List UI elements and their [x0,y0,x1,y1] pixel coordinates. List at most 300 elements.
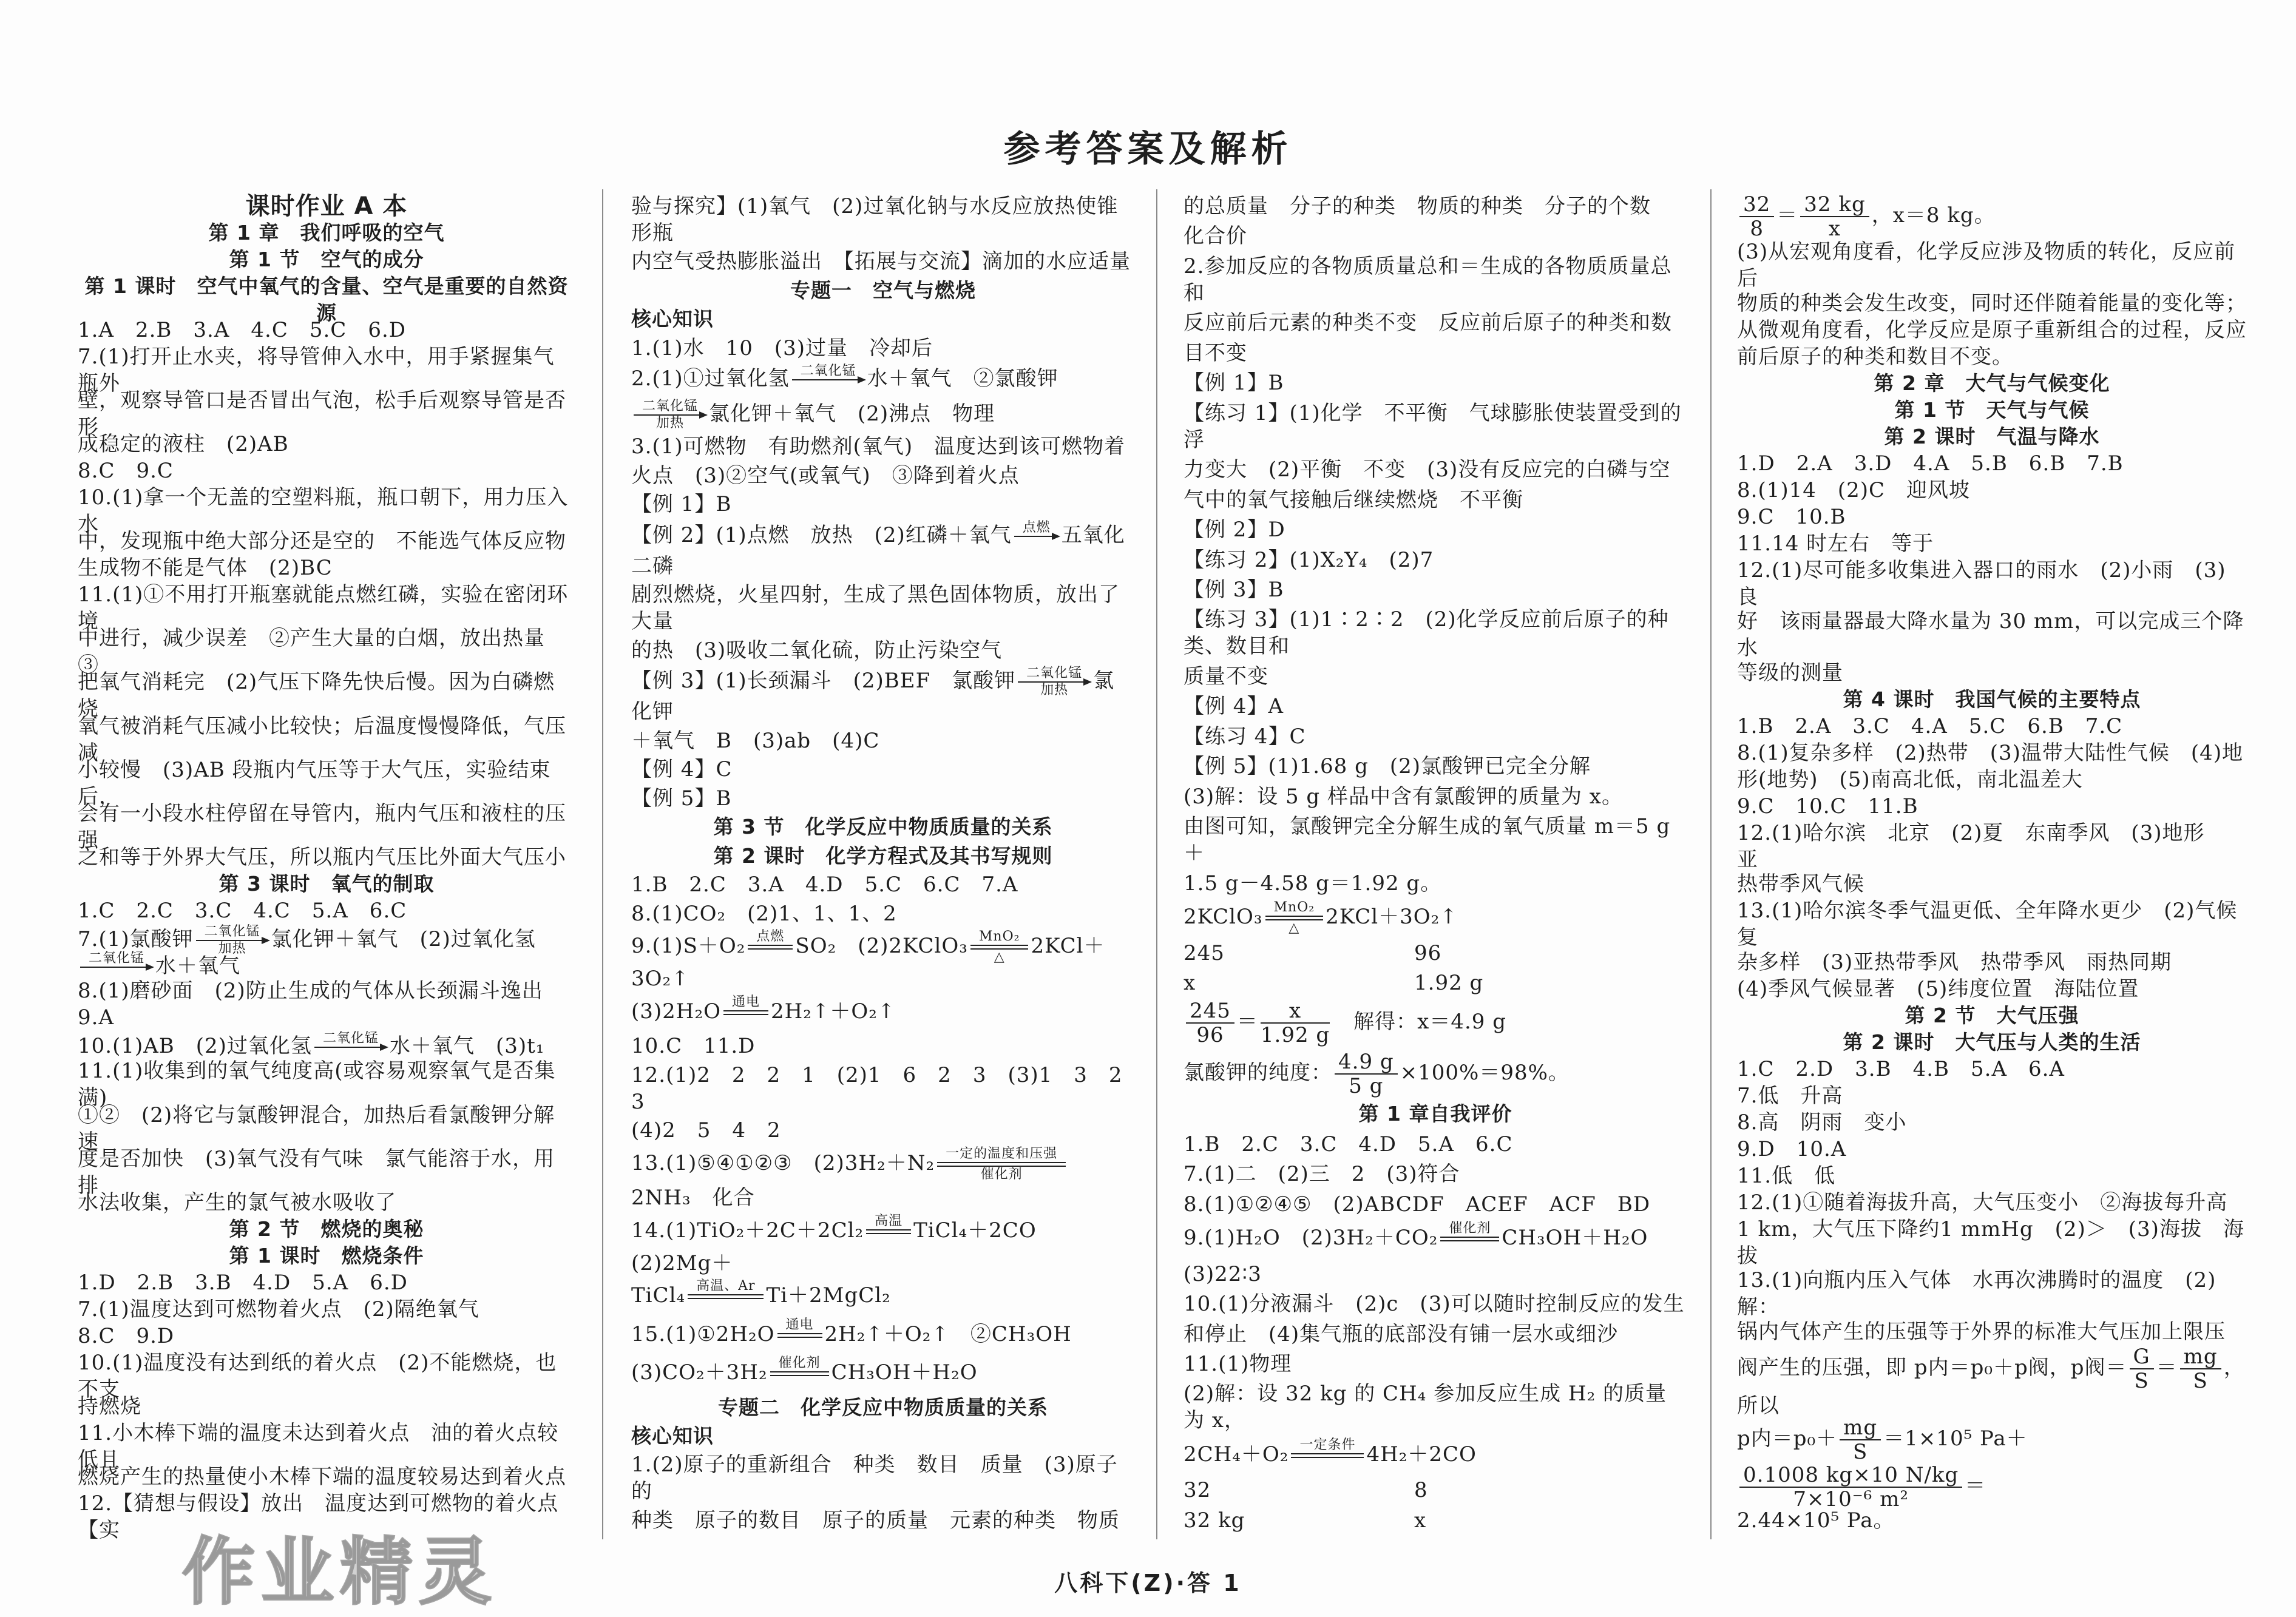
reaction-condition: 二氧化锰 [89,951,145,967]
text-segment: ，所以 [1737,1355,2245,1418]
calc-value: 32 [1184,1478,1211,1503]
answer-line: 1.5 g－4.58 g＝1.92 g。 [1184,871,1442,896]
text-segment: 9.(1)S＋O₂ [631,934,746,959]
formula-line [1737,1345,2247,1416]
watermark: 作业精灵 [182,1530,498,1615]
section-heading: 第 2 节 燃烧的奥秘 [229,1217,424,1241]
double-line-icon [777,1333,822,1338]
formula-line [631,994,1135,1031]
answer-line: 【例 1】B [631,492,732,517]
reaction-condition: 点燃 [756,929,785,945]
reaction-equals [1265,900,1324,936]
text-segment: 氯化钾 [631,669,1115,724]
answer-line: 7.(1)二 (2)三 2 (3)符合 [1184,1162,1460,1187]
answer-line: (4)2 5 4 2 [631,1118,781,1143]
answer-line: 种类 原子的数目 原子的质量 元素的种类 物质 [631,1508,1120,1533]
answer-line: 反应前后元素的种类不变 反应前后原子的种类和数 [1184,311,1672,336]
formula-line [78,951,575,977]
answer-line: 力变大 (2)平衡 不变 (3)没有反应完的白磷与空 [1184,457,1671,482]
text-segment: 2KCl＋3O₂↑ [1326,905,1458,930]
text-segment: (3)2H₂O [631,999,721,1024]
reaction-condition: 点燃 [1022,519,1051,535]
answer-line: 1.C 2.D 3.B 4.B 5.A 6.A [1737,1056,2065,1081]
subheading: 核心知识 [631,307,714,331]
answer-column-2 [631,193,1144,1534]
reaction-condition [723,1015,768,1031]
answer-line: (3)解：设 5 g 样品中含有氯酸钾的质量为 x。 [1184,784,1623,809]
answer-line: 水法收集，产生的氯气被水吸收了 [78,1190,396,1215]
reaction-condition: 催化剂 [778,1355,821,1371]
answer-line: 12.(1)①随着海拔升高，大气压变小 ②海拔每升高 [1737,1190,2228,1215]
answer-line: 1.A 2.B 3.A 4.C 5.C 6.D [78,318,407,343]
answer-line: 形(地势) (5)南高北低，南北温差大 [1737,767,2083,792]
denominator: 7×10⁻⁶ m² [1793,1487,1909,1512]
reaction-condition: 二氧化锰 [204,923,260,939]
calculation-row [1184,940,1687,967]
text-segment: 2KClO₃ [1184,905,1263,930]
reaction-condition: 高温、Ar [696,1278,756,1294]
answer-line: 1.(1)水 10 (3)过量 冷却后 [631,336,933,360]
arrow-icon [1018,681,1091,683]
formula-line [631,1214,1135,1277]
reaction-condition: 二氧化锰 [642,398,699,414]
section-heading: 第 1 节 天气与气候 [1894,397,2090,422]
denominator: 96 [1196,1023,1224,1048]
text-segment: 15.(1)①2H₂O [631,1322,775,1346]
answer-line: 【练习 2】(1)X₂Y₄ (2)7 [1184,547,1434,572]
reaction-equals [866,1214,911,1250]
answer-line: 和停止 (4)集气瓶的底部没有铺一层水或细沙 [1184,1322,1619,1346]
reaction-condition: 一定的温度和压强 [946,1146,1058,1161]
reaction-equals [770,1355,829,1392]
text-segment: 【例 3】(1)长颈漏斗 (2)BEF 氯酸钾 [631,669,1016,694]
section-heading: 第 2 课时 气温与降水 [1884,424,2100,448]
reaction-equals [723,994,768,1031]
double-line-icon [1440,1237,1499,1241]
answer-line: 11.小木棒下端的温度未达到着火点 油的着火点较低且 [78,1420,559,1472]
formula-line [78,1031,575,1058]
text-segment: p内＝p₀＋ [1737,1426,1838,1451]
section-title: 课时作业 A 本 [245,192,408,220]
answer-line: 小较慢 (3)AB 段瓶内气压等于大气压，实验结束后， [78,757,551,809]
answer-line: 11.低 低 [1737,1163,1836,1188]
text-segment: ＝ [1965,1474,1986,1499]
section-heading: 第 1 课时 燃烧条件 [229,1243,424,1268]
page-title: 参考答案及解析 [1003,128,1293,170]
text-segment: Ti＋2MgCl₂ [766,1283,891,1308]
reaction-equals [748,929,793,965]
answer-line: 1.(2)原子的重新组合 种类 数目 质量 (3)原子的 [631,1453,1118,1504]
answer-line: 8.(1)①②④⑤ (2)ABCDF ACEF ACF BD [1184,1192,1651,1217]
fraction [1186,999,1234,1047]
answer-line: 的总质量 分子的种类 物质的种类 分子的个数 [1184,194,1651,218]
answer-line: 中，发现瓶中绝大部分还是空的 不能选气体反应物 [78,529,566,554]
answer-column-1 [78,192,580,1542]
answer-line: 【例 5】B [631,786,732,811]
arrow-icon [314,1047,387,1048]
text-segment: 【例 2】(1)点燃 放热 (2)红磷＋氧气 [631,522,1012,547]
section-heading: 第 1 章 我们呼吸的空气 [208,221,445,245]
calc-value: x [1184,970,1196,995]
calculation-row [1184,1477,1687,1504]
answer-line: 11.14 时左右 等于 [1737,531,1934,556]
answer-line: 的热 (3)吸收二氧化硫，防止污染空气 [631,638,1003,663]
denominator: x [1828,217,1841,241]
numerator: 4.9 g [1335,1050,1398,1075]
section-heading: 第 1 章自我评价 [1358,1102,1512,1126]
formula-line [631,399,1135,431]
answer-line: 等级的测量 [1737,660,1843,685]
answer-line: 从微观角度看，化学反应是原子重新组合的过程，反应 [1737,317,2247,342]
arrow-icon [792,379,865,380]
text-segment: ＝1×10⁵ Pa＋ [1883,1426,2028,1451]
answer-line: 11.(1)①不用打开瓶塞就能点燃红磷，实验在密闭环境 [78,582,569,634]
subheading: 核心知识 [631,1423,714,1448]
reaction-condition: △ [994,950,1005,965]
answer-line: 验与探究】(1)氧气 (2)过氧化钠与水反应放热使锥形瓶 [631,194,1119,245]
double-line-icon [688,1294,764,1299]
answer-line: 壁，观察导管口是否冒出气泡，松手后观察导管是否形 [78,388,566,440]
answer-line: 10.C 11.D [631,1034,756,1059]
denominator: 8 [1750,217,1764,241]
answer-line: 【例 4】A [1184,694,1284,719]
text-segment: 2H₂↑＋O₂↑ [770,999,896,1024]
double-line-icon [770,1371,829,1376]
text-segment: 2H₂↑＋O₂↑ ②CH₃OH [824,1322,1072,1346]
answer-line: 目不变 [1184,340,1247,365]
answer-line: 1.D 2.B 3.B 4.D 5.A 6.D [78,1270,408,1295]
section-heading: 第 2 课时 大气压与人类的生活 [1843,1030,2141,1054]
reaction-equals [970,929,1029,965]
answer-line: 【练习 1】(1)化学 不平衡 气球膨胀使装置受到的浮 [1184,400,1682,452]
answer-line: 化合价 [1184,224,1247,249]
answer-line: 【练习 4】C [1184,724,1306,749]
text-segment: 解得：x＝4.9 g [1332,1010,1507,1035]
numerator: mg [1840,1416,1881,1440]
answer-line: 生成物不能是气体 (2)BC [78,556,333,581]
reaction-condition [770,1376,829,1392]
answer-line: 氧气被消耗气压减小比较快；后温度慢慢降低，气压减 [78,714,566,765]
numerator: 0.1008 kg×10 N/kg [1739,1463,1962,1488]
text-segment: 2.(1)①过氧化氢 [631,366,790,391]
answer-line: 13.(1)哈尔滨冬季气温更低、全年降水更少 (2)气候复 [1737,899,2238,950]
answer-column-3 [1184,193,1687,1534]
answer-line: 之和等于外界大气压，所以瓶内气压比外面大气压小 [78,845,566,869]
double-line-icon [1265,916,1324,920]
section-heading: 第 2 节 大气压强 [1905,1003,2079,1027]
answer-line: 8.(1)CO₂ (2)1、1、1、2 [631,901,897,926]
reaction-condition: 通电 [785,1317,814,1332]
reaction-condition: 二氧化锰 [1026,666,1083,681]
calc-value: 1.92 g [1414,970,1484,995]
answer-line: 会有一小段水柱停留在导管内，瓶内气压和液柱的压强 [78,801,566,852]
answer-line: 【例 5】(1)1.68 g (2)氯酸钾已完全分解 [1184,754,1591,779]
fraction [1335,1050,1398,1098]
double-line-icon [866,1229,911,1234]
reaction-condition [777,1338,822,1354]
reaction-condition: △ [1289,920,1300,936]
answer-line: 前后原子的种类和数目不变。 [1737,344,2013,369]
section-heading: 第 1 课时 空气中氧气的含量、空气是重要的自然资源 [84,274,569,325]
answer-line: 1.B 2.C 3.A 4.D 5.C 6.C 7.A [631,873,1018,897]
double-line-icon [723,1010,768,1015]
reaction-condition: 二氧化锰 [322,1031,379,1047]
answer-line: (3)22∶3 [1184,1261,1262,1286]
answer-line: 质量不变 [1184,664,1268,689]
formula-line [1184,1050,1687,1098]
section-heading: 第 4 课时 我国气候的主要特点 [1843,687,2141,711]
answer-line: 12.(1)2 2 2 1 (2)1 6 2 3 (3)1 3 2 3 [631,1062,1144,1114]
answer-line: 11.(1)物理 [1184,1351,1292,1376]
answer-line: 热带季风气候 [1737,872,1864,897]
answer-line: 火点 (3)②空气(或氧气) ③降到着火点 [631,463,1020,488]
reaction-arrow [1014,520,1059,553]
answer-line: 剧烈燃烧，火星四射，生成了黑色固体物质，放出了大量 [631,582,1120,634]
calculation-row [1184,970,1687,996]
reaction-arrow [792,363,865,396]
answer-line: (3)从宏观角度看，化学反应涉及物质的转化，反应前后 [1737,239,2236,291]
text-segment: 13.(1)⑤④①②③ (2)3H₂＋N₂ [631,1150,935,1175]
section-heading: 第 2 章 大气与气候变化 [1874,371,2110,395]
text-segment: 水＋氧气 ②氯酸钾 [867,366,1058,391]
denominator: 1.92 g [1260,1023,1330,1048]
answer-line: 杂多样 (3)亚热带季风 热带季风 雨热同期 [1737,950,2172,974]
text-segment: 氯化钾＋氧气 (2)沸点 物理 [709,401,995,426]
calc-value: 245 [1184,940,1225,965]
reaction-condition [748,950,793,965]
reaction-condition: MnO₂ [1273,900,1315,916]
answer-line: 成稳定的液柱 (2)AB [78,432,289,457]
formula-line [631,1278,1135,1315]
answer-line: 9.C 10.C 11.B [1737,794,1918,819]
double-line-icon [937,1162,1066,1167]
reaction-condition: 通电 [731,994,760,1010]
fraction [1840,1416,1881,1463]
double-line-icon [748,945,793,950]
denominator: 5 g [1349,1073,1384,1098]
answer-line: 7.(1)打开止水夹，将导管伸入水中，用手紧握集气瓶外 [78,345,555,396]
answer-line: 2NH₃ 化合 [631,1186,755,1210]
answer-line: 3.(1)可燃物 有助燃剂(氧气) 温度达到该可燃物着 [631,434,1126,459]
answer-column-4 [1737,193,2247,1534]
formula-line [78,923,575,956]
answer-line: 【练习 3】(1)1∶2∶2 (2)化学反应前后原子的种类、数目和 [1184,607,1669,659]
section-heading: 专题二 化学反应中物质质量的关系 [718,1395,1048,1419]
denominator: S [1853,1440,1868,1465]
reaction-arrow [1018,666,1091,698]
reaction-condition: 加热 [656,415,685,431]
answer-line: 【例 3】B [1184,577,1284,602]
numerator: 245 [1186,999,1234,1024]
fraction [1800,193,1869,240]
formula-line [631,1317,1135,1354]
answer-line: 度是否加快 (3)氧气没有气味 氯气能溶于水，用排 [78,1146,555,1198]
reaction-condition: 催化剂 [1449,1221,1491,1237]
answer-line: 9.D 10.A [1737,1136,1847,1161]
answer-line: 把氧气消耗完 (2)气压下降先快后慢。因为白磷燃烧 [78,670,555,721]
text-segment: 氯酸钾的纯度： [1184,1060,1332,1085]
formula-line [631,520,1135,579]
formula-line [1184,1221,1687,1257]
reaction-arrow [634,399,706,431]
calc-value: 32 kg [1184,1508,1245,1533]
answer-line: 【例 1】B [1184,371,1284,396]
reaction-condition [688,1299,764,1315]
answer-line: 2.参加反应的各物质质量总和＝生成的各物质质量总和 [1184,254,1672,305]
reaction-equals [1440,1221,1499,1257]
answer-line: 1 km，大气压下降约1 mmHg (2)＞ (3)海拔 海拔 [1737,1217,2244,1268]
column-divider [1710,189,1712,1539]
answer-line: 10.(1)温度没有达到纸的着火点 (2)不能燃烧，也不支 [78,1350,557,1402]
section-heading: 第 3 节 化学反应中物质质量的关系 [713,815,1053,839]
answer-line: 7.(1)温度达到可燃物着火点 (2)隔绝氧气 [78,1297,479,1322]
answer-line: 10.(1)分液漏斗 (2)c (3)可以随时控制反应的发生 [1184,1292,1685,1317]
double-line-icon [970,945,1029,950]
denominator: S [2134,1368,2149,1393]
section-heading: 专题一 空气与燃烧 [790,278,976,302]
reaction-equals [777,1317,822,1354]
numerator: mg [2180,1345,2221,1369]
answer-line: 8.C 9.D [78,1323,175,1348]
formula-line [1184,900,1687,936]
formula-line [631,363,1135,396]
reaction-condition: 催化剂 [980,1166,1023,1182]
answer-line: 2.44×10⁵ Pa。 [1737,1508,1895,1533]
text-segment: ＝ [1236,1010,1258,1035]
answer-line: 13.(1)向瓶内压入气体 水再次沸腾时的温度 (2)解： [1737,1268,2216,1320]
answer-line: 持燃烧 [78,1394,141,1419]
calc-value: x [1414,1508,1427,1533]
answer-line: 【例 2】D [1184,518,1285,542]
answer-line: 1.B 2.A 3.C 4.A 5.C 6.B 7.C [1737,714,2123,738]
calc-value: 96 [1414,940,1442,965]
reaction-condition [792,380,865,396]
column-divider [1156,189,1157,1539]
arrow-icon [634,414,706,416]
fraction [1739,193,1774,240]
answer-line: 内空气受热膨胀溢出 【拓展与交流】滴加的水应适量 [631,249,1131,274]
reaction-condition [1440,1241,1499,1257]
reaction-condition [1291,1458,1364,1474]
formula-line [631,666,1135,725]
text-segment: CH₃OH＋H₂O [831,1360,978,1385]
calc-value: 8 [1414,1478,1428,1503]
section-heading: 第 2 课时 化学方程式及其书写规则 [713,843,1053,868]
numerator: 32 [1739,193,1774,217]
answer-line: 12.【猜想与假设】放出 温度达到可燃物的着火点 【实 [78,1491,580,1542]
answer-line: 中进行，减少误差 ②产生大量的白烟，放出热量 ③ [78,626,566,678]
numerator: 32 kg [1800,193,1869,217]
answer-line: 好 该雨量器最大降水量为 30 mm，可以完成三个降水 [1737,609,2244,661]
answer-line: 9.A [78,1005,114,1030]
reaction-condition: 一定条件 [1299,1437,1356,1453]
text-segment: ，x＝8 kg。 [1871,203,1996,228]
double-line-icon [1291,1453,1364,1458]
answer-line: 7.低 升高 [1737,1083,1843,1108]
section-heading: 第 3 课时 氧气的制取 [218,871,435,896]
numerator: G [2130,1345,2154,1369]
text-segment: 2CH₄＋O₂ [1184,1442,1289,1467]
answer-line: 气中的氧气接触后继续燃烧 不平衡 [1184,487,1523,512]
formula-line [631,1355,1135,1392]
text-segment: 氯化钾＋氧气 (2)过氧化氢 [271,927,536,951]
formula-line [1184,999,1687,1047]
fraction [2130,1345,2154,1393]
answer-line: 12.(1)哈尔滨 北京 (2)夏 东南季风 (3)地形 亚 [1737,820,2226,872]
reaction-condition: MnO₂ [978,929,1020,945]
answer-line: 由图可知，氯酸钾完全分解生成的氧气质量 m＝5 g＋ [1184,814,1671,866]
text-segment: 7.(1)氯酸钾 [78,927,194,951]
text-segment: 阀产生的压强，即 p内＝p₀＋p阀，p阀＝ [1737,1355,2127,1380]
reaction-equals [688,1278,764,1315]
text-segment: 五氧化二磷 [631,522,1125,578]
answer-line: 9.C 10.B [1737,504,1846,529]
answer-line: 12.(1)尽可能多收集进入器口的雨水 (2)小雨 (3)良 [1737,558,2226,609]
answer-line: 物质的种类会发生改变，同时还伴随着能量的变化等； [1737,291,2247,316]
page-footer: 八科下(Z)·答 1 [1054,1570,1242,1596]
answer-line: 8.高 阴雨 变小 [1737,1110,1907,1135]
answer-line: 1.B 2.C 3.C 4.D 5.A 6.C [1184,1132,1513,1156]
answer-line: 8.(1)磨砂面 (2)防止生成的气体从长颈漏斗逸出 [78,979,543,1004]
formula-line [1737,1416,2247,1512]
text-segment: (3)CO₂＋3H₂ [631,1360,768,1385]
text-segment: CH₃OH＋H₂O [1502,1226,1648,1251]
text-segment: SO₂ (2)2KClO₃ [795,934,968,959]
text-segment: 14.(1)TiO₂＋2C＋2Cl₂ [631,1218,864,1243]
answer-line: 锅内气体产生的压强等于外界的标准大气压加上限压 [1737,1319,2226,1344]
answer-line: 1.C 2.C 3.C 4.C 5.A 6.C [78,898,407,923]
fraction [2180,1345,2221,1393]
reaction-condition: 加热 [1040,683,1069,698]
answer-line: (4)季风气候显著 (5)纬度位置 海陆位置 [1737,976,2139,1001]
text-segment: 2KCl＋3O₂↑ [631,934,1105,991]
arrow-icon [1014,536,1059,537]
calculation-row [1184,1507,1687,1534]
text-segment: 4H₂＋2CO [1366,1442,1477,1467]
formula-line [1184,1437,1687,1474]
text-segment: 9.(1)H₂O (2)3H₂＋CO₂ [1184,1226,1438,1251]
column-divider [602,189,603,1539]
reaction-condition: 高温 [875,1213,903,1229]
answer-line: 11.(1)收集到的氧气纯度高(或容易观察氧气是否集满) [78,1059,556,1110]
text-segment: ×100%＝98%。 [1400,1060,1570,1085]
fraction [1261,999,1330,1047]
arrow-icon [80,967,153,968]
fraction [1739,1463,1962,1511]
text-segment: TiCl₄ [631,1283,686,1308]
formula-line [631,929,1135,992]
reaction-condition [866,1234,911,1250]
arrow-icon [196,940,269,941]
text-segment: TiCl₄＋2CO (2)2Mg＋ [631,1218,1058,1275]
formula-line [631,1146,1135,1183]
answer-line: ①② (2)将它与氯酸钾混合，加热后看氯酸钾分解速 [78,1102,555,1154]
text-segment: 10.(1)AB (2)过氧化氢 [78,1034,312,1059]
text-segment: ＝ [2156,1355,2178,1380]
reaction-condition: 加热 [218,940,246,956]
reaction-equals [937,1146,1066,1183]
answer-line: 8.(1)14 (2)C 迎风坡 [1737,478,1971,502]
formula-line [1737,192,2247,241]
answer-line: 1.D 2.A 3.D 4.A 5.B 6.B 7.B [1737,451,2124,476]
denominator: S [2193,1368,2208,1393]
answer-line: ＋氧气 B (3)ab (4)C [631,728,880,753]
text-segment: ＝ [1776,203,1798,228]
answer-line: 燃烧产生的热量使小木棒下端的温度较易达到着火点 [78,1464,566,1489]
section-heading: 第 1 节 空气的成分 [229,248,424,271]
answer-line: 10.(1)拿一个无盖的空塑料瓶，瓶口朝下，用力压入水 [78,485,569,537]
numerator: x [1261,999,1330,1024]
